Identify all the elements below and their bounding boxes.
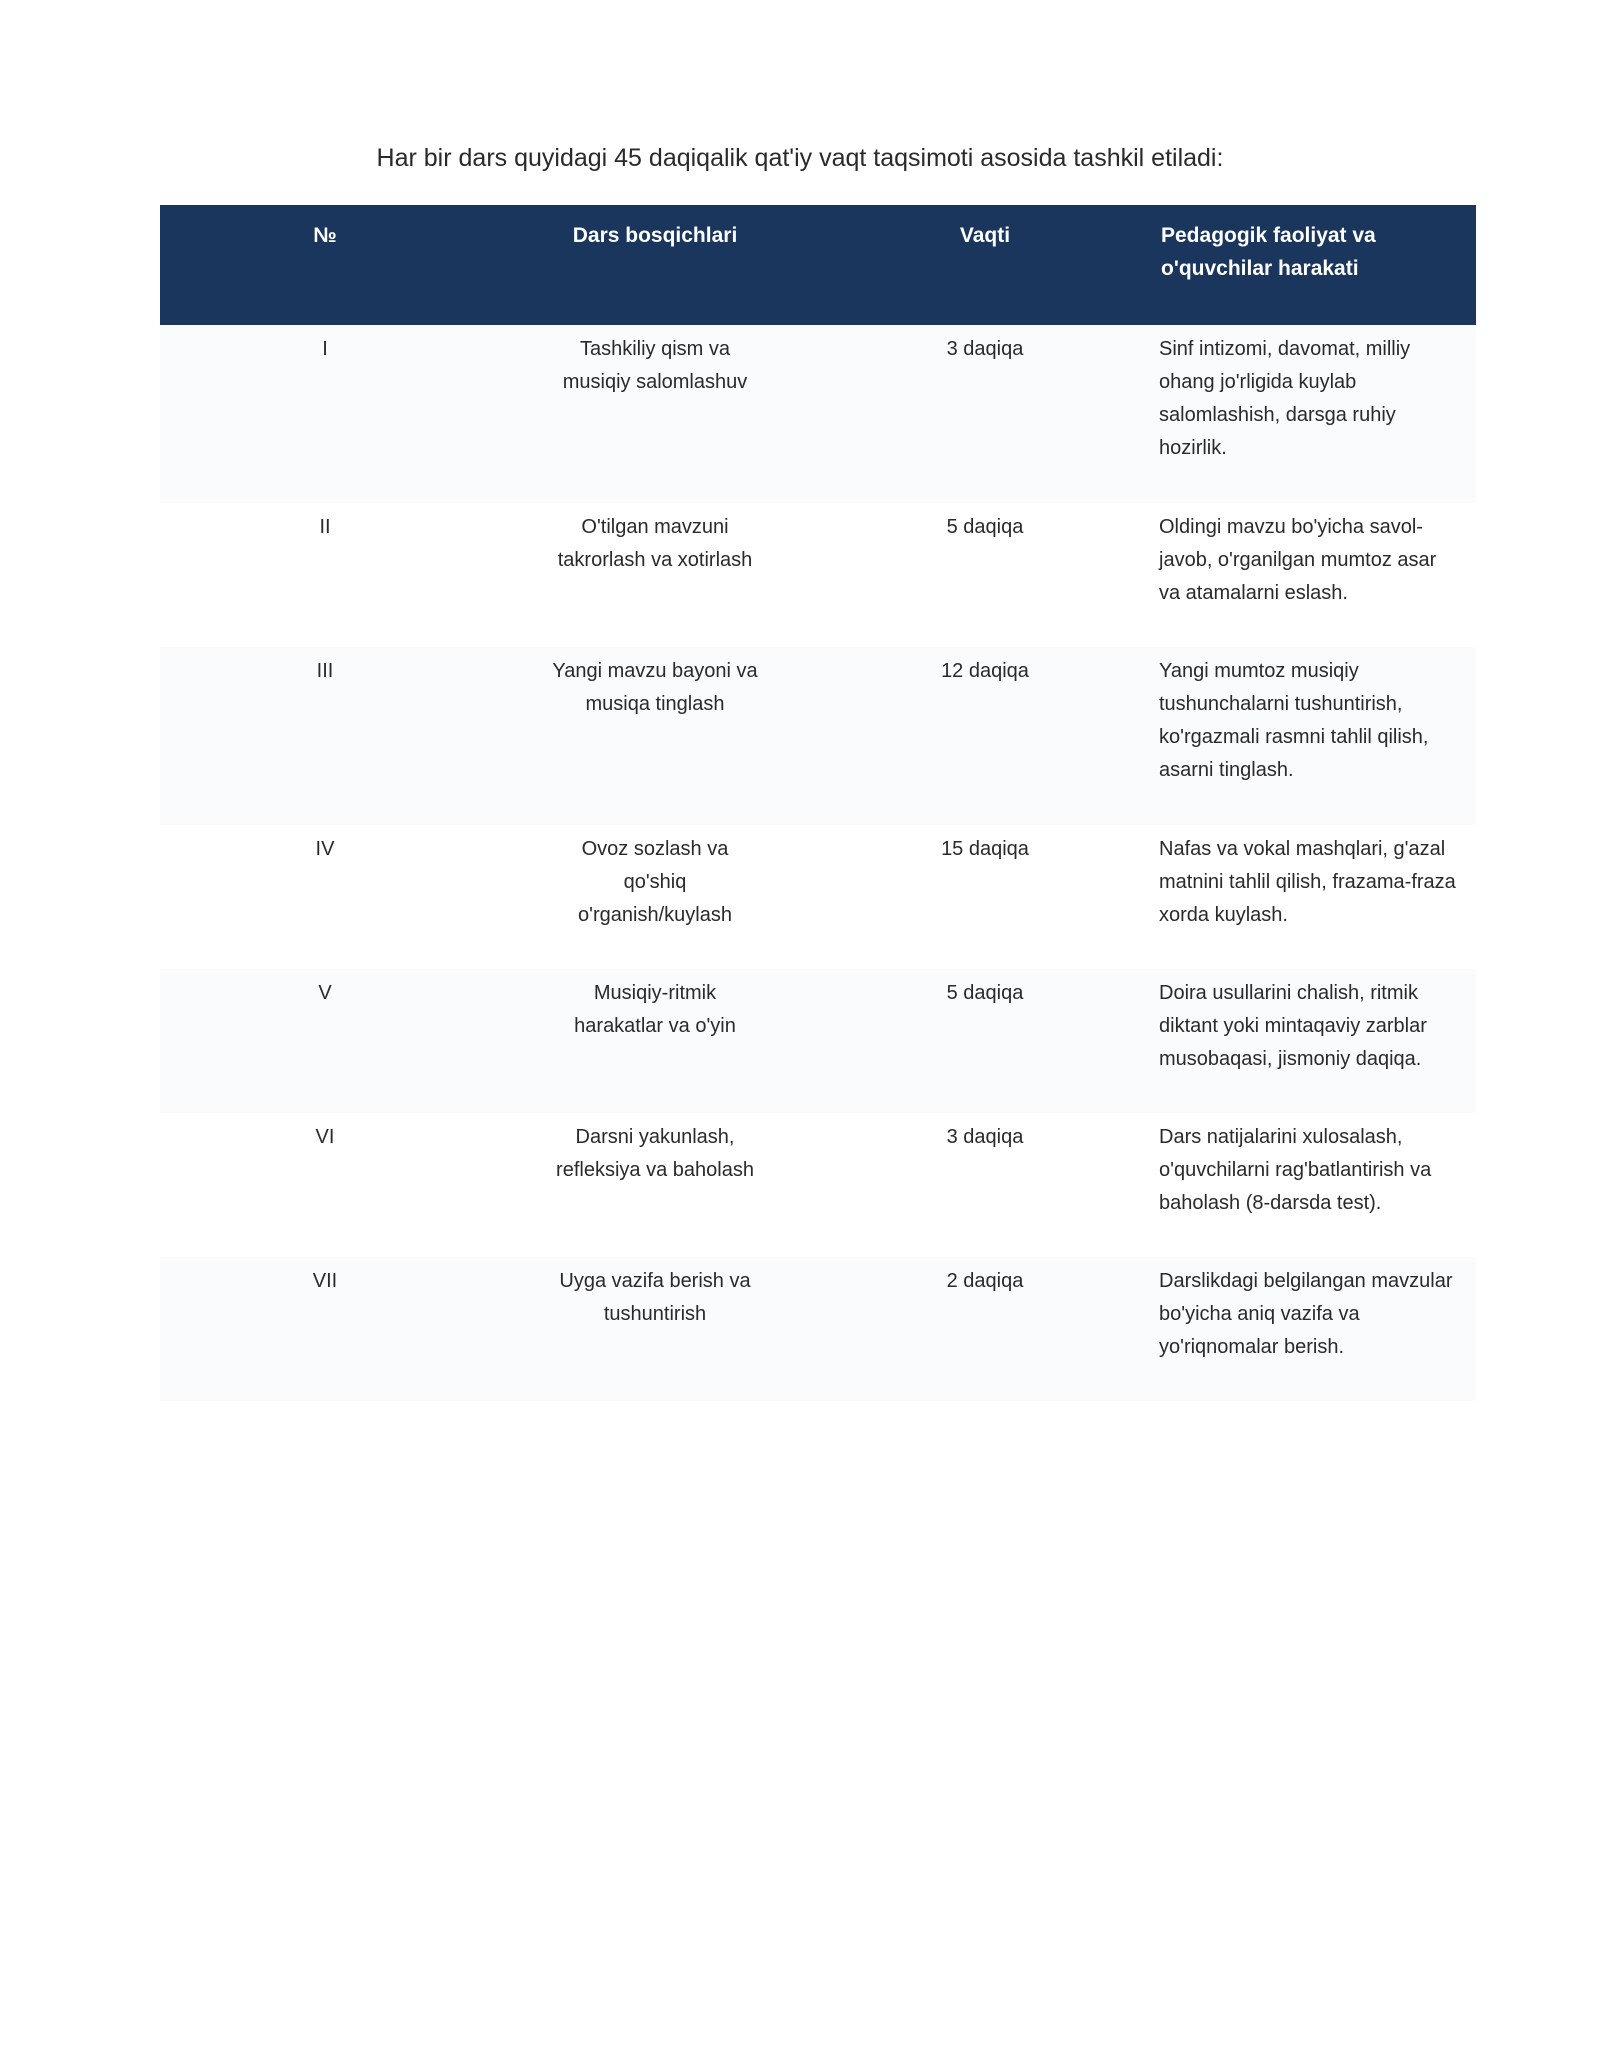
row-stage: O'tilgan mavzuni takrorlash va xotirlash (557, 516, 753, 571)
row-activity: Sinf intizomi, davomat, milliy ohang jo'rligida kuylab salomlashish, darsga ruhiy hozirlik. (1159, 338, 1411, 459)
row-number: V (318, 982, 332, 1004)
table-row (160, 1113, 1476, 1257)
row-time: 3 daqiqa (946, 338, 1024, 360)
row-stage: Tashkiliy qism va musiqiy salomlashuv (562, 338, 748, 393)
header-activity: Pedagogik faoliyat va o'quvchilar harakati (1161, 224, 1376, 280)
row-stage: Darsni yakunlash, refleksiya va baholash (556, 1126, 754, 1181)
header-stage: Dars bosqichlari (572, 224, 738, 247)
row-stage: Uyga vazifa berish va tushuntirish (559, 1270, 751, 1325)
row-activity: Doira usullarini chalish, ritmik diktant yoki mintaqaviy zarblar musobaqasi, jismoniy daqiqa. (1159, 982, 1427, 1070)
row-activity: Darslikdagi belgilangan mavzular bo'yicha aniq vazifa va yo'riqnomalar berish. (1159, 1270, 1453, 1358)
row-stage: Musiqiy-ritmik harakatlar va o'yin (574, 982, 736, 1037)
row-time: 15 daqiqa (941, 838, 1029, 860)
table-row (160, 825, 1476, 969)
row-activity: Oldingi mavzu bo'yicha savol-javob, o'rganilgan mumtoz asar va atamalarni eslash. (1159, 516, 1437, 604)
row-stage: Ovoz sozlash va qo'shiq o'rganish/kuylash (578, 838, 732, 926)
row-time: 5 daqiqa (946, 516, 1024, 538)
row-time: 2 daqiqa (946, 1270, 1024, 1292)
row-time: 5 daqiqa (946, 982, 1024, 1004)
row-number: VI (315, 1126, 335, 1148)
row-activity: Nafas va vokal mashqlari, g'azal matnini tahlil qilish, frazama-fraza xorda kuylash. (1159, 838, 1456, 926)
lesson-plan-table (160, 205, 1476, 1401)
row-number: II (319, 516, 331, 538)
row-time: 3 daqiqa (946, 1126, 1024, 1148)
row-number: IV (315, 838, 335, 860)
row-number: VII (312, 1270, 338, 1292)
row-time: 12 daqiqa (941, 660, 1029, 682)
header-number: № (313, 224, 337, 247)
header-time: Vaqti (959, 224, 1011, 247)
row-number: I (322, 338, 328, 360)
table-row (160, 325, 1476, 503)
table-row (160, 1257, 1476, 1401)
row-activity: Dars natijalarini xulosalash, o'quvchilarni rag'batlantirish va baholash (8-darsda test). (1159, 1126, 1432, 1214)
table-header-row (160, 205, 1476, 325)
table-row (160, 503, 1476, 647)
row-stage: Yangi mavzu bayoni va musiqa tinglash (552, 660, 758, 715)
table-row (160, 647, 1476, 825)
intro-text: Har bir dars quyidagi 45 daqiqalik qat'iy vaqt taqsimoti asosida tashkil etiladi: (376, 144, 1224, 172)
row-activity: Yangi mumtoz musiqiy tushunchalarni tushuntirish, ko'rgazmali rasmni tahlil qilish, asarni tinglash. (1159, 660, 1429, 781)
table-row (160, 969, 1476, 1113)
row-number: III (316, 660, 334, 682)
